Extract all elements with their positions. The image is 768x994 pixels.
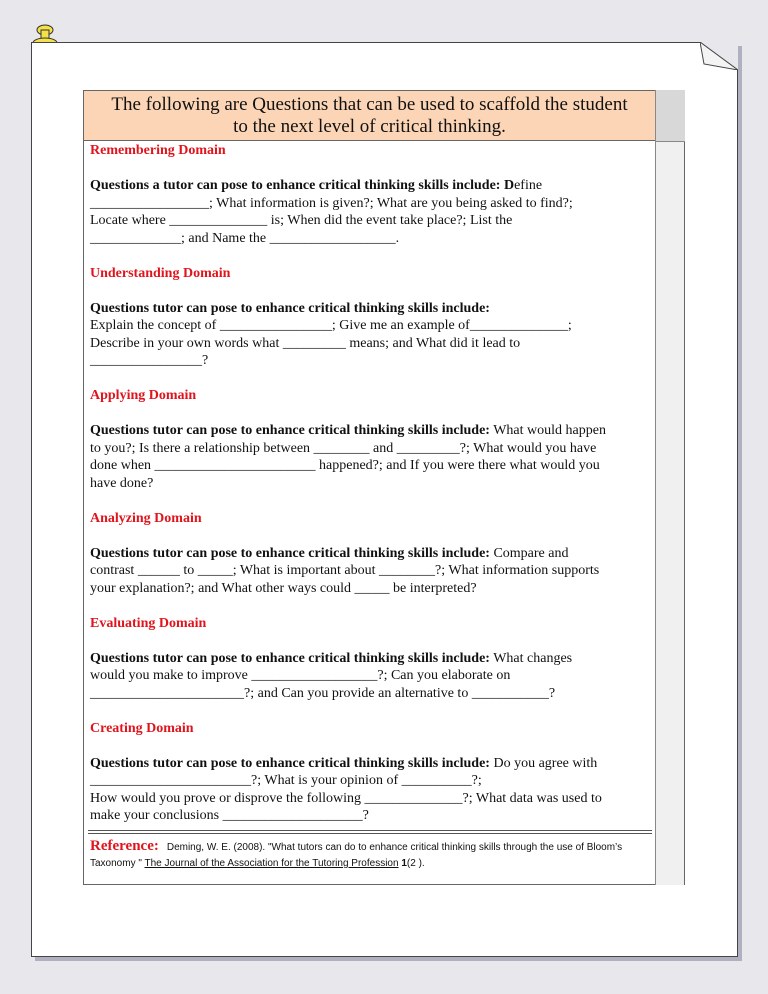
questions-lead: Questions tutor can pose to enhance critical thinking skills include:	[90, 650, 490, 666]
question-line: have done?	[90, 475, 154, 491]
question-line: _________________; What information is given?; What are you being asked to find?;	[90, 195, 573, 211]
reference-divider	[88, 830, 652, 834]
domain-heading: Remembering Domain	[90, 143, 226, 158]
page-title	[84, 91, 655, 141]
reference-journal: The Journal of the Association for the Tutoring Profession	[144, 858, 399, 869]
question-line: done when _______________________ happened?; and If you were there what would you	[90, 458, 600, 473]
question-line: contrast ______ to _____; What is important about ________?; What information supports	[90, 563, 600, 578]
question-line: your explanation?; and What other ways could _____ be interpreted?	[90, 580, 477, 596]
side-column	[655, 90, 685, 885]
question-line: What changes	[489, 650, 573, 666]
question-line: efine	[514, 178, 543, 193]
domain-questions	[90, 650, 652, 703]
questions-content	[90, 142, 652, 825]
domain-heading: Understanding Domain	[90, 265, 231, 281]
questions-lead: Questions tutor can pose to enhance critical thinking skills include:	[90, 755, 490, 771]
domain-questions	[90, 755, 652, 825]
reference-text: Deming, W. E. (2008). "What tutors can do to enhance critical thinking skills through the use of Bloom’s	[166, 842, 623, 853]
domain-heading: Analyzing Domain	[90, 510, 202, 526]
question-line: How would you prove or disprove the following ______________?; What data was used to	[90, 790, 602, 806]
domain-questions	[90, 300, 652, 370]
questions-lead: Questions a tutor can pose to enhance critical thinking skills include: D	[90, 178, 515, 193]
questions-lead: Questions tutor can pose to enhance critical thinking skills include:	[90, 300, 490, 316]
domain-questions	[90, 545, 652, 598]
reference	[90, 838, 652, 872]
reference-text-cont: Taxonomy "	[90, 858, 145, 869]
title-line-2: to the next level of critical thinking.	[233, 116, 506, 137]
question-line: would you make to improve __________________?; Can you elaborate on	[90, 668, 511, 683]
reference-label: Reference:	[90, 838, 159, 854]
domain-questions	[90, 177, 652, 247]
side-column-header	[655, 90, 685, 142]
question-line: _____________; and Name the __________________.	[90, 230, 400, 246]
question-line: What would happen	[489, 423, 606, 438]
questions-lead: Questions tutor can pose to enhance critical thinking skills include:	[90, 423, 490, 438]
domain-heading: Creating Domain	[90, 720, 194, 736]
question-line: ________________?	[90, 353, 209, 368]
question-line: Describe in your own words what _________ means; and What did it lead to	[90, 335, 521, 351]
title-line-1: The following are Questions that can be used to scaffold the student	[111, 94, 628, 115]
page-fold-icon	[700, 42, 738, 70]
questions-lead: Questions tutor can pose to enhance critical thinking skills include:	[90, 545, 490, 561]
question-line: Explain the concept of ________________; Give me an example of______________;	[90, 318, 572, 333]
question-line: Locate where ______________ is; When did the event take place?; List the	[90, 213, 513, 228]
question-line: ______________________?; and Can you provide an alternative to ___________?	[90, 685, 556, 701]
domain-questions	[90, 422, 652, 492]
reference-volume: 1	[401, 858, 407, 869]
reference-issue: (2 ).	[406, 858, 425, 869]
question-line: to you?; Is there a relationship between ________ and _________?; What would you have	[90, 440, 597, 456]
question-line: Compare and	[489, 545, 569, 561]
domain-heading: Applying Domain	[90, 388, 197, 403]
question-line: Do you agree with	[489, 755, 598, 771]
question-line: make your conclusions ____________________?	[90, 808, 369, 823]
domain-heading: Evaluating Domain	[90, 615, 207, 631]
question-line: _______________________?; What is your opinion of __________?;	[90, 773, 482, 788]
